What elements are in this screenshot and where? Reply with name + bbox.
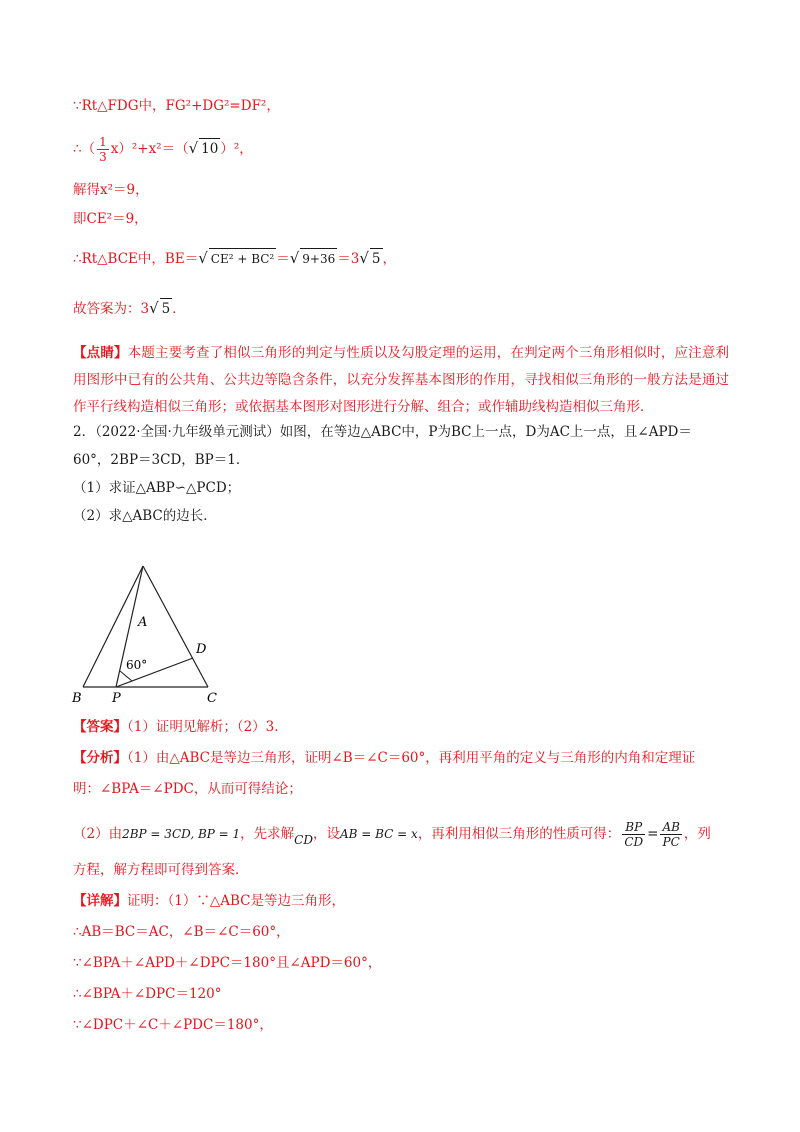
angle-arc (120, 671, 132, 681)
sqrt-ten: 10 (199, 138, 220, 159)
line5-suffix: ， (382, 251, 397, 267)
analysis-line-4: 方程，解方程即可得到答案． (73, 862, 249, 878)
problem-statement (73, 418, 729, 530)
solution-line-6 (73, 298, 186, 319)
sqrt-sign-icon: √ (149, 299, 159, 317)
detail-line-5: ∵∠DPC＋∠C＋∠PDC＝180°， (73, 1017, 273, 1033)
sqrt-nine-plus-36: 9+36 (300, 248, 337, 269)
fraction-equals: = (647, 826, 659, 842)
problem-line-2: 60°，2BP＝3CD，BP＝1． (73, 452, 250, 468)
analysis-p3-a: （2）由 (73, 826, 123, 842)
sqrt-sign-icon: √ (359, 249, 369, 267)
analysis-p3-c: ，先求解 (240, 826, 295, 842)
detail-l1: 证明：（1）∵△ABC是等边三角形， (127, 893, 345, 909)
analysis-p1: （1）由△ABC是等边三角形，证明∠B＝∠C＝60°，再利用平角的定义与三角形的内角和定理证 (127, 750, 696, 766)
fraction-ab: AB (662, 820, 680, 834)
label-c: C (207, 691, 217, 706)
analysis-p3-g: ，再利用相似三角形的性质可得： (417, 826, 621, 842)
solution-line-3: 解得x²＝9， (73, 182, 149, 198)
dianjing-label: 【点睛】 (73, 345, 128, 361)
line6-prefix: 故答案为：3 (73, 301, 150, 317)
solution-line-5 (73, 248, 396, 269)
segment-ac (143, 566, 208, 687)
sqrt-sign-icon: √ (188, 139, 199, 157)
label-angle: 60° (126, 658, 148, 672)
sqrt-sign-icon: √ (198, 249, 208, 267)
label-d: D (196, 642, 207, 657)
dianjing-paragraph (73, 340, 729, 421)
line2-prefix: ∴（ (73, 141, 96, 157)
fraction-numerator: 1 (99, 135, 107, 149)
analysis-p3-b: 2BP = 3CD, BP = 1 (122, 827, 241, 841)
line2-middle: x）²+x²＝（ (110, 141, 189, 157)
sqrt-five: 5 (370, 248, 383, 269)
fraction-cd: CD (624, 835, 644, 849)
label-p: P (112, 691, 121, 706)
fraction-denominator: 3 (99, 150, 107, 164)
detail-line-2: ∴AB＝BC＝AC，∠B＝∠C＝60°， (73, 924, 290, 940)
line5-equals-3: ＝3 (337, 251, 360, 267)
triangle-figure (66, 556, 236, 706)
problem-line-1: 2．（2022·全国·九年级单元测试）如图，在等边△ABC中，P为BC上一点，D为AC上一点，且∠APD＝ (73, 424, 692, 440)
analysis-label: 【分析】 (73, 750, 127, 766)
analysis-line-1 (73, 748, 695, 768)
detail-label: 【详解】 (73, 893, 127, 909)
answer-line (73, 717, 279, 737)
line5-prefix: ∴Rt△BCE中，BE＝ (73, 251, 199, 267)
label-a: A (138, 615, 148, 630)
detail-line-4: ∴∠BPA＋∠DPC＝120° (73, 986, 222, 1002)
analysis-line-3 (73, 820, 711, 849)
sqrt-five: 5 (160, 298, 173, 319)
dianjing-text: 本题主要考查了相似三角形的判定与性质以及勾股定理的运用，在判定两个三角形相似时，应注意利用图形中已有的公共角、公共边等隐含条件，以充分发挥基本图形的作用，寻找相似三角形的一般方法是通过作平行线构造相似三角形；或依据基本图形对图形进行分解、组合；或作辅助线构造相似三角形． (73, 345, 730, 415)
fraction-one-third (97, 135, 109, 164)
problem-question-2: （2）求△ABC的边长． (73, 508, 217, 524)
detail-line-3: ∵∠BPA＋∠APD＋∠DPC＝180°且∠APD＝60°， (73, 955, 382, 971)
line6-suffix: ． (172, 301, 186, 317)
line5-equals: ＝ (276, 251, 290, 267)
fraction-ab-pc (660, 820, 681, 849)
fraction-pc: PC (662, 835, 680, 849)
analysis-p3-d: CD (294, 833, 313, 847)
analysis-p3-h: ，列 (683, 826, 711, 842)
answer-text: （1）证明见解析；（2）3. (127, 719, 279, 735)
problem-question-1: （1）求证△ABP∽△PCD； (73, 480, 241, 496)
label-b: B (72, 691, 82, 706)
solution-line-1: ∵Rt△FDG中，FG²+DG²=DF²， (73, 98, 280, 114)
answer-label: 【答案】 (73, 719, 127, 735)
analysis-p3-f: AB = BC = x (339, 827, 418, 841)
analysis-p3-e: ，设 (312, 826, 340, 842)
fraction-bp-cd (622, 820, 645, 849)
sqrt-ce-bc: CE² + BC² (209, 248, 276, 269)
fraction-bp: BP (622, 820, 645, 835)
detail-line-1 (73, 891, 345, 911)
sqrt-sign-icon: √ (289, 249, 300, 267)
analysis-line-2: 明：∠BPA＝∠PDC，从而可得结论； (73, 781, 302, 797)
solution-line-4: 即CE²＝9， (73, 211, 148, 227)
solution-line-2 (73, 135, 253, 164)
line2-suffix: ）²， (220, 141, 253, 157)
